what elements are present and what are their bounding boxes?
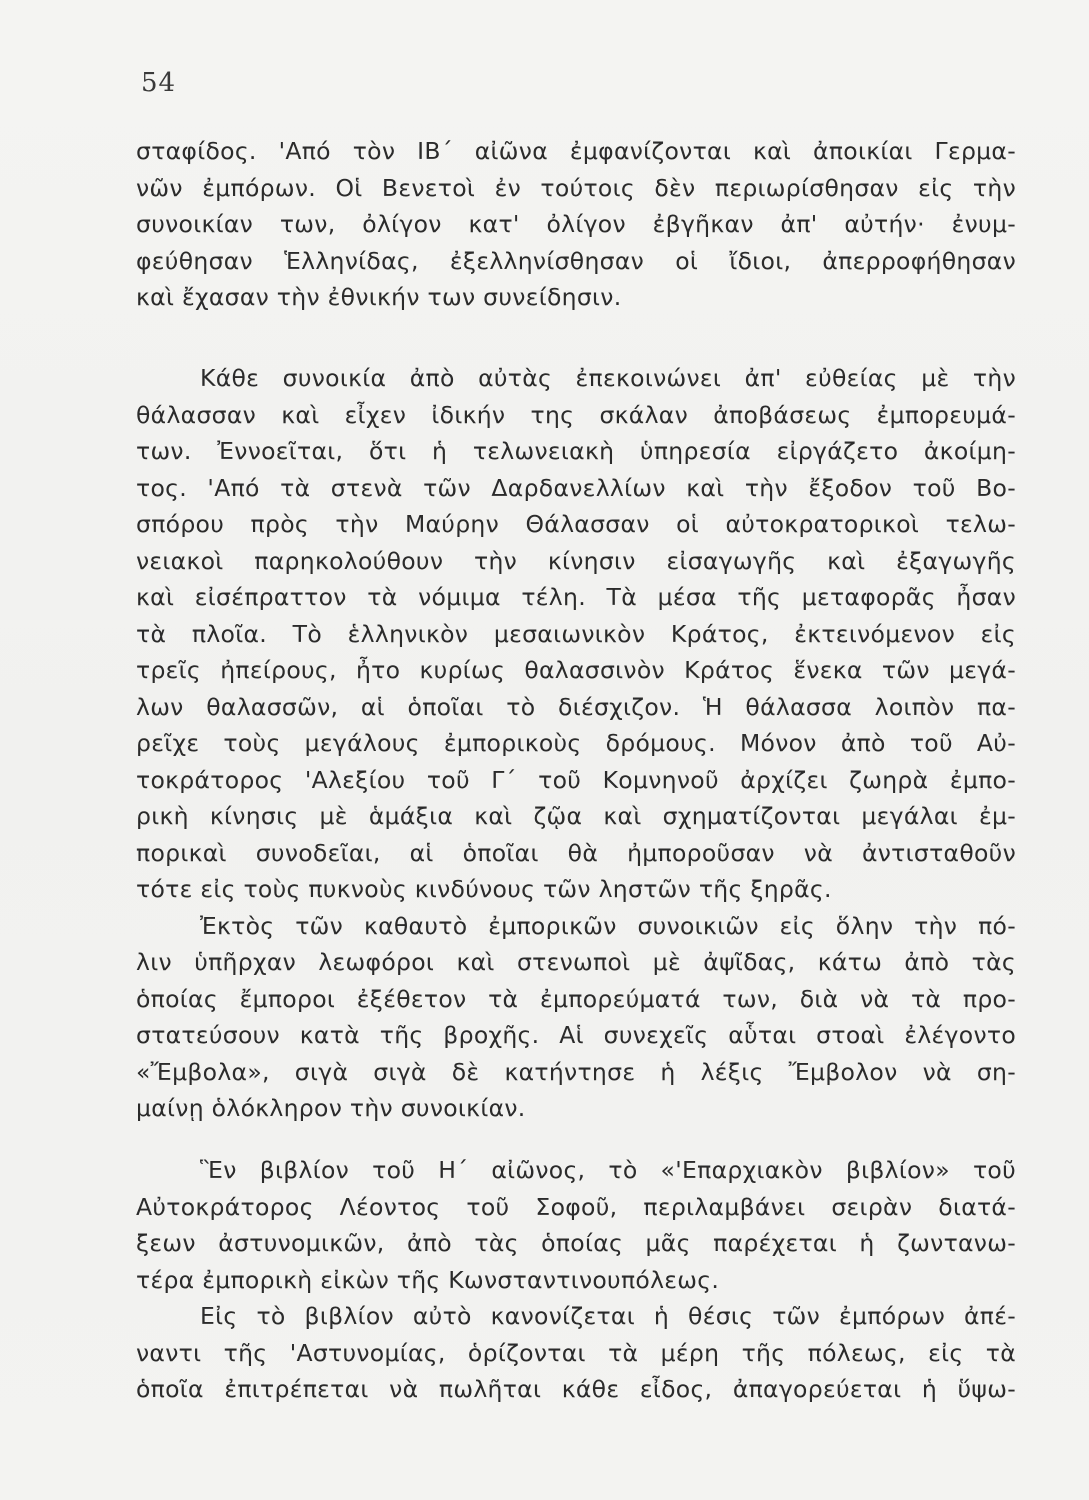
text-line: θάλασσαν καὶ εἶχεν ἰδικήν της σκάλαν ἀποβάσεως ἐμπορευμά-	[136, 400, 1016, 429]
text-line: καὶ ἔχασαν τὴν ἐθνικήν των συνείδησιν.	[136, 283, 622, 311]
text-line: Ἐκτὸς τῶν καθαυτὸ ἐμπορικῶν συνοικιῶν εἰς ὅλην τὴν πό-	[200, 911, 1016, 940]
text-line: Κάθε συνοικία ἀπὸ αὐτὰς ἐπεκοινώνει ἀπ' εὐθείας μὲ τὴν	[200, 364, 1016, 392]
text-line: Εἰς τὸ βιβλίον αὐτὸ κανονίζεται ἡ θέσις τῶν ἐμπόρων ἀπέ-	[200, 1302, 1016, 1330]
text-line: καὶ εἰσέπραττον τὰ νόμιμα τέλη. Τὰ μέσα τῆς μεταφορᾶς ἦσαν	[136, 583, 1016, 611]
text-line: συνοικίαν των, ὀλίγον κατ' ὀλίγον ἐβγῆκαν ἀπ' αὐτήν· ἐνυμ-	[136, 210, 1016, 238]
text-line: τότε εἰς τοὺς πυκνοὺς κινδύνους τῶν ληστῶν τῆς ξηρᾶς.	[136, 875, 832, 903]
text-line: ὁποίας ἔμποροι ἐξέθετον τὰ ἐμπορεύματά των, διὰ νὰ τὰ προ-	[136, 984, 1016, 1013]
text-line: λων θαλασσῶν, αἱ ὁποῖαι τὸ διέσχιζον. Ἡ θάλασσα λοιπὸν πα-	[136, 692, 1016, 721]
text-line: σταφίδος. 'Από τὸν ΙΒ΄ αἰῶνα ἐμφανίζονται καὶ ἀποικίαι Γερμα-	[136, 137, 1016, 165]
text-line: τος. 'Από τὰ στενὰ τῶν Δαρδανελλίων καὶ τὴν ἔξοδον τοῦ Βο-	[136, 473, 1016, 502]
text-line: «Ἔμβολα», σιγὰ σιγὰ δὲ κατήντησε ἡ λέξις Ἔμβολον νὰ ση-	[136, 1057, 1016, 1086]
text-line: ξεων ἀστυνομικῶν, ἀπὸ τὰς ὁποίας μᾶς παρέχεται ἡ ζωντανω-	[136, 1229, 1016, 1257]
text-line: των. Ἐννοεῖται, ὅτι ἡ τελωνειακὴ ὑπηρεσία εἰργάζετο ἀκοίμη-	[136, 437, 1016, 465]
text-line: στατεύσουν κατὰ τῆς βροχῆς. Αἱ συνεχεῖς αὗται στοαὶ ἐλέγοντο	[136, 1021, 1016, 1049]
text-line: ρικὴ κίνησις μὲ ἁμάξια καὶ ζῷα καὶ σχηματίζονται μεγάλαι ἐμ-	[136, 802, 1016, 830]
paragraph-2	[136, 360, 1016, 1127]
text-line: τὰ πλοῖα. Τὸ ἑλληνικὸν μεσαιωνικὸν Κράτος, ἐκτεινόμενον εἰς	[136, 619, 1016, 648]
text-line: Αὐτοκράτορος Λέοντος τοῦ Σοφοῦ, περιλαμβάνει σειρὰν διατά-	[136, 1192, 1016, 1221]
text-line: μαίνῃ ὁλόκληρον τὴν συνοικίαν.	[136, 1094, 526, 1122]
text-line: τρεῖς ἠπείρους, ἦτο κυρίως θαλασσινὸν Κράτος ἕνεκα τῶν μεγά-	[136, 656, 1016, 684]
text-line: ναντι τῆς 'Αστυνομίας, ὁρίζονται τὰ μέρη τῆς πόλεως, εἰς τὰ	[136, 1338, 1016, 1367]
page-number: 54	[141, 68, 177, 98]
text-line: σπόρου πρὸς τὴν Μαύρην Θάλασσαν οἱ αὐτοκρατορικοὶ τελω-	[136, 510, 1016, 538]
text-line: ὁποῖα ἐπιτρέπεται νὰ πωλῆται κάθε εἶδος, ἀπαγορεύεται ἡ ὕψω-	[136, 1375, 1016, 1403]
text-line: νειακοὶ παρηκολούθουν τὴν κίνησιν εἰσαγωγῆς καὶ ἐξαγωγῆς	[136, 546, 1016, 575]
text-line: ρεῖχε τοὺς μεγάλους ἐμπορικοὺς δρόμους. Μόνον ἀπὸ τοῦ Αὐ-	[136, 729, 1016, 757]
text-line: τοκράτορος 'Αλεξίου τοῦ Γ΄ τοῦ Κομνηνοῦ ἀρχίζει ζωηρὰ ἐμπο-	[136, 765, 1016, 794]
text-line: τέρα ἐμπορικὴ εἰκὼν τῆς Κωνσταντινουπόλεως.	[136, 1265, 720, 1294]
text-line: πορικαὶ συνοδεῖαι, αἱ ὁποῖαι θὰ ἠμποροῦσαν νὰ ἀντισταθοῦν	[136, 838, 1016, 867]
paragraph-1	[136, 133, 1016, 316]
text-line: λιν ὑπῆρχαν λεωφόροι καὶ στενωποὶ μὲ ἀψῖδας, κάτω ἀπὸ τὰς	[136, 948, 1016, 976]
text-line: νῶν ἐμπόρων. Οἱ Βενετοὶ ἐν τούτοις δὲν περιωρίσθησαν εἰς τὴν	[136, 173, 1016, 202]
paragraph-3	[136, 1152, 1016, 1408]
text-line: φεύθησαν Ἑλληνίδας, ἐξελληνίσθησαν οἱ ἴδιοι, ἀπερροφήθησαν	[136, 246, 1016, 275]
text-line: Ἓν βιβλίον τοῦ Η΄ αἰῶνος, τὸ «'Επαρχιακὸν βιβλίον» τοῦ	[200, 1156, 1016, 1184]
